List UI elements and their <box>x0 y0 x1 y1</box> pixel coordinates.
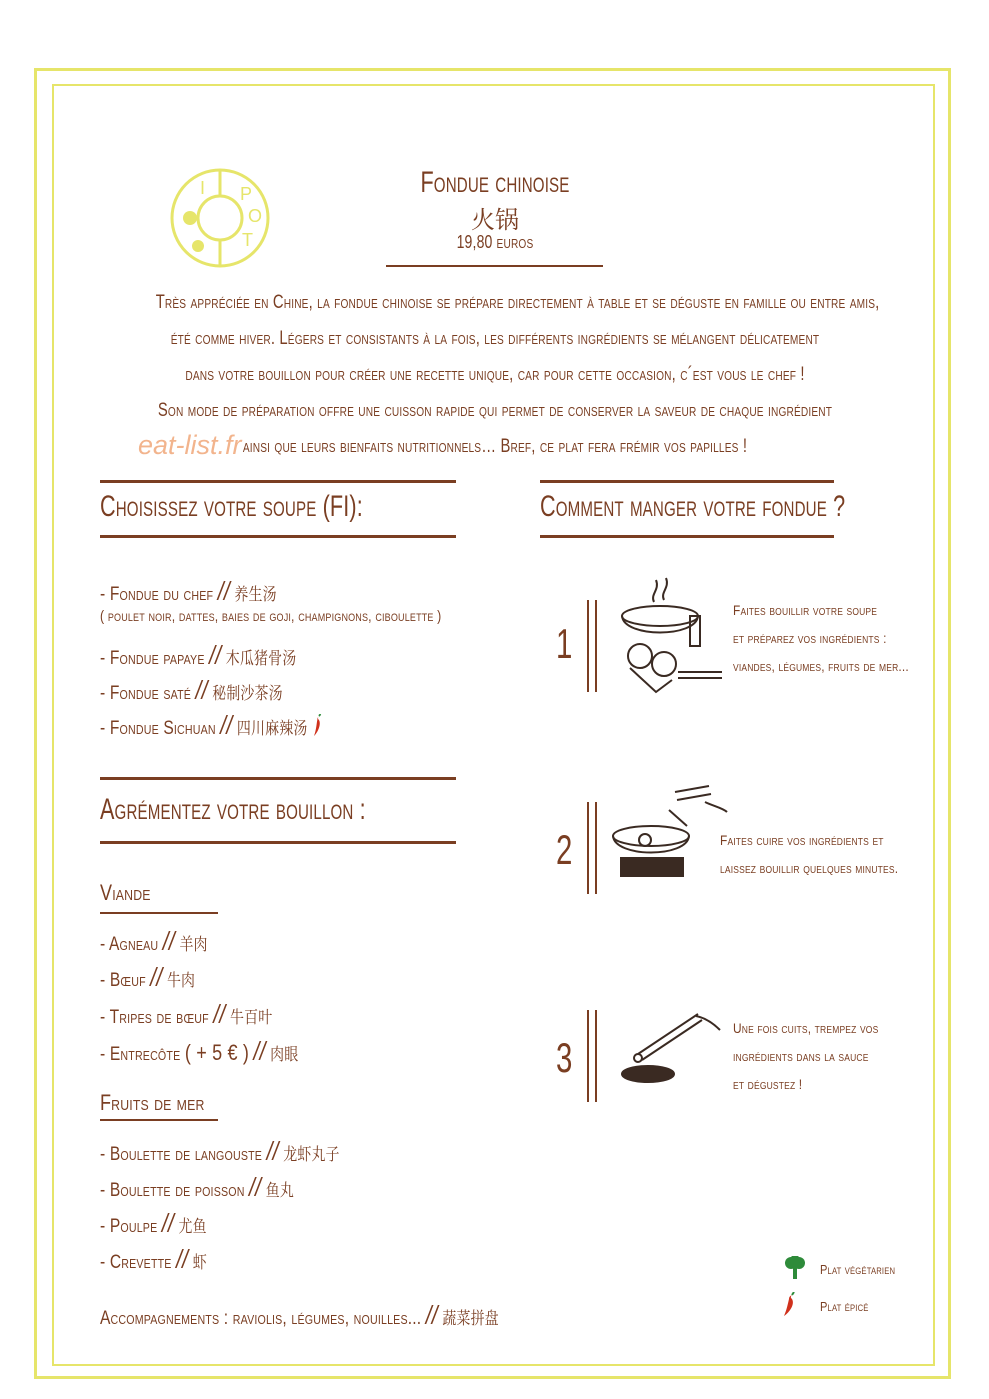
mer-item-fr: - Boulette de langouste <box>100 1144 263 1165</box>
step-3-text <box>733 1014 878 1098</box>
step-2-bar <box>587 802 589 894</box>
how-top-rule <box>540 480 834 483</box>
bouillon-section-title: Agrémentez votre bouillon : <box>100 793 366 826</box>
separator: // <box>161 1208 175 1238</box>
viande-item-fr: - Tripes de bœuf <box>100 1007 209 1028</box>
soup-top-rule <box>100 480 456 483</box>
legend-spicy: Plat épicé <box>820 1299 869 1314</box>
viande-item <box>100 999 272 1030</box>
soup-item-sichuan <box>100 710 323 744</box>
step-2-bar <box>595 802 597 894</box>
separator: // <box>220 710 233 740</box>
soup-item-zh: 四川麻辣汤 <box>236 719 308 738</box>
soup-item-fr: - Fondue du chef <box>100 584 214 605</box>
separator: // <box>253 1036 266 1066</box>
bouillon-top-rule <box>100 777 456 780</box>
mer-item-fr: - Crevette <box>100 1252 172 1273</box>
intro-line-1: Très appréciée en Chine, la fondue chinoise se prépare directement à table et se déguste en famille ou entre amis, <box>155 292 880 313</box>
how-bottom-rule <box>540 535 834 538</box>
step-1-line: et préparez vos ingrédients : <box>733 630 887 646</box>
viande-item-extra: ( + 5 € ) <box>184 1040 249 1065</box>
step-2-number: 2 <box>556 826 573 873</box>
step-2-line: Faites cuire vos ingrédients et <box>720 832 884 848</box>
chili-icon <box>312 714 323 744</box>
page-title: Fondue chinoise <box>420 166 570 199</box>
viande-item-fr: - Entrecôte <box>100 1044 181 1065</box>
how-section-title: Comment manger votre fondue ? <box>540 490 846 523</box>
soup-item-chef <box>100 576 277 607</box>
step-1-text <box>733 596 909 680</box>
separator: // <box>266 1136 279 1166</box>
mer-item <box>100 1208 207 1239</box>
viande-item-zh: 牛百叶 <box>229 1008 273 1027</box>
step-1-line: viandes, légumes, fruits de mer... <box>733 658 909 674</box>
soup-item-zh: 秘制沙茶汤 <box>212 684 283 703</box>
viande-item-zh: 肉眼 <box>270 1045 299 1064</box>
soup-item-papaye <box>100 640 296 671</box>
step-1-bar <box>595 600 597 692</box>
viande-item-zh: 牛肉 <box>166 971 196 990</box>
mer-item-fr: - Poulpe <box>100 1216 158 1237</box>
hotpot-illustration-icon <box>612 572 727 699</box>
accompagnements-fr: Accompagnements : raviolis, légumes, nouilles... <box>100 1308 422 1329</box>
mer-item-zh: 尤鱼 <box>178 1217 207 1236</box>
step-3-line: Une fois cuits, trempez vos <box>733 1020 879 1036</box>
title-underline <box>386 265 603 267</box>
viande-item-zh: 羊肉 <box>179 935 208 954</box>
mer-item <box>100 1244 207 1275</box>
mer-item-zh: 鱼丸 <box>265 1181 294 1200</box>
separator: // <box>176 1244 189 1274</box>
separator: // <box>213 999 226 1029</box>
mer-item-fr: - Boulette de poisson <box>100 1180 245 1201</box>
separator: // <box>217 576 230 606</box>
step-3-line: ingrédients dans la sauce <box>733 1048 869 1064</box>
page-title-chinese: 火锅 <box>471 207 519 234</box>
fruits-de-mer-title: Fruits de mer <box>100 1090 205 1115</box>
mer-item-zh: 虾 <box>192 1253 207 1272</box>
viande-title: Viande <box>100 880 151 905</box>
step-1-number: 1 <box>556 620 573 667</box>
dipping-illustration-icon <box>618 1000 723 1095</box>
intro-line-2: été comme hiver. Légers et consistants à la fois, les différents ingrédients se mélangent délicatement <box>170 328 820 349</box>
legend-vegetarian: Plat végétarien <box>820 1262 896 1277</box>
viande-item-fr: - Bœuf <box>100 970 146 991</box>
separator: // <box>249 1172 262 1202</box>
soup-bottom-rule <box>100 535 456 538</box>
logo-letter-p: P <box>240 184 253 204</box>
intro-line-3: dans votre bouillon pour créer une recette unique, car pour cette occasion, c´est vous le chef ! <box>185 364 805 385</box>
separator: // <box>425 1300 438 1330</box>
mer-item <box>100 1136 340 1167</box>
price: 19,80 euros <box>456 232 534 252</box>
chili-icon <box>782 1292 796 1323</box>
soup-item-fr: - Fondue Sichuan <box>100 718 216 739</box>
step-1-bar <box>587 600 589 692</box>
step-3-bar <box>595 1010 597 1102</box>
logo-letter-t: T <box>242 230 253 250</box>
separator: // <box>209 640 222 670</box>
viande-item-fr: - Agneau <box>100 934 159 955</box>
soup-item-sate <box>100 675 283 706</box>
soup-item-zh: 养生汤 <box>234 585 277 604</box>
watermark: eat-list.fr <box>138 430 242 460</box>
step-1-line: Faites bouillir votre soupe <box>733 602 878 618</box>
pot-logo <box>168 166 272 270</box>
soup-item-zh: 木瓜猪骨汤 <box>225 649 297 668</box>
separator: // <box>150 962 163 992</box>
intro-line-4: Son mode de préparation offre une cuisson rapide qui permet de conserver la saveur de chaque ingrédient <box>157 400 833 421</box>
step-2-line: laissez bouillir quelques minutes. <box>720 860 899 876</box>
intro-line-5: ainsi que leurs bienfaits nutritionnels… Bref, ce plat fera frémir vos papilles ! <box>242 436 748 457</box>
viande-item <box>100 926 208 957</box>
separator: // <box>195 675 208 705</box>
viande-item <box>100 962 195 993</box>
step-3-line: et dégustez ! <box>733 1076 803 1092</box>
mer-item-zh: 龙虾丸子 <box>283 1145 340 1164</box>
soup-item-fr: - Fondue saté <box>100 683 192 704</box>
broccoli-icon <box>784 1256 806 1285</box>
soup-section-title: Choisissez votre soupe (FI): <box>100 490 363 523</box>
soup-item-chef-note: ( poulet noir, dattes, baies de goji, champignons, ciboulette ) <box>100 608 442 625</box>
logo-letter-o: O <box>248 206 263 226</box>
step-3-bar <box>587 1010 589 1102</box>
cooking-illustration-icon <box>605 782 730 887</box>
bouillon-bottom-rule <box>100 841 456 844</box>
viande-underline <box>100 912 218 914</box>
accompagnements-zh: 蔬菜拼盘 <box>442 1309 499 1328</box>
step-3-number: 3 <box>556 1034 573 1081</box>
step-2-text <box>720 826 898 882</box>
separator: // <box>162 926 175 956</box>
viande-item <box>100 1036 298 1067</box>
soup-item-fr: - Fondue papaye <box>100 648 205 669</box>
accompagnements <box>100 1300 499 1331</box>
fruits-de-mer-underline <box>100 1119 218 1121</box>
mer-item <box>100 1172 294 1203</box>
logo-letter-i: I <box>200 178 206 198</box>
